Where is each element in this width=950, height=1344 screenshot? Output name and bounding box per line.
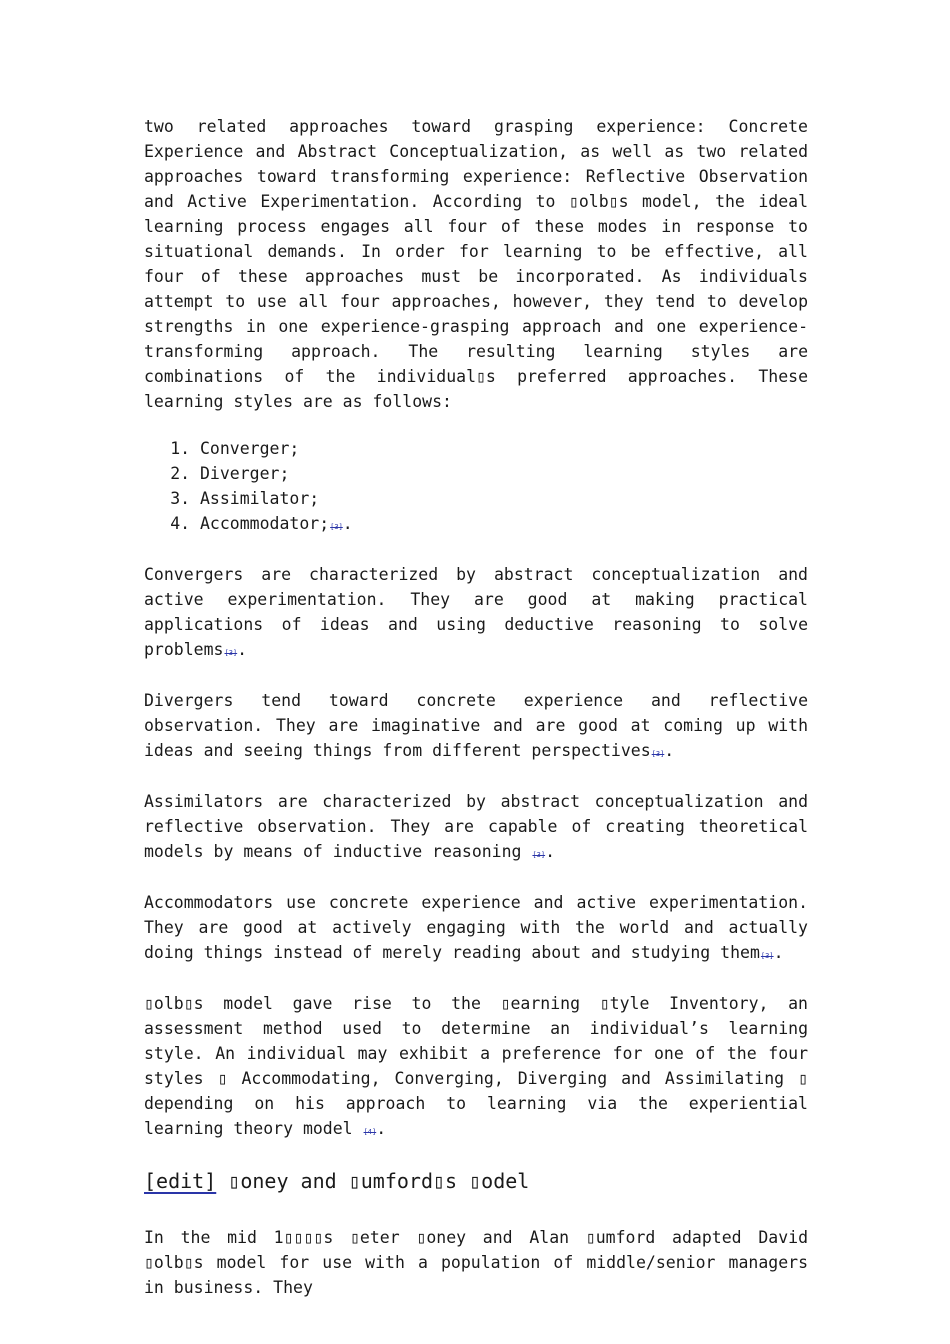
- paragraph-text: ▯olb▯s model gave rise to the ▯earning ▯tyle Inventory, an assessment method used to determine an individual’s learning style. An individual may exhibit a preference for one of the four styles ▯ Accommodating, Converging, Diverging and Assimilating ▯ depending on his approach to learning via the experiential learning theory model: [144, 994, 808, 1138]
- list-item: [200, 486, 808, 511]
- intro-paragraph: two related approaches toward grasping experience: Concrete Experience and Abstract Conceptualization, as well as two related approaches toward transforming experience: Reflective Observation and Active Experimentation. According to ▯olb▯s model, the ideal learning process engages all four of these modes in response to situational demands. In order for learning to be effective, all four of these approaches must be incorporated. As individuals attempt to use all four approaches, however, they tend to develop strengths in one experience-grasping approach and one experience-transforming approach. The resulting learning styles are combinations of the individual▯s preferred approaches. These learning styles are as follows:: [144, 117, 808, 411]
- divergers-paragraph: [144, 688, 808, 767]
- list-item-text: Accommodator;: [200, 514, 330, 533]
- citation-link[interactable]: [4]: [363, 1128, 377, 1136]
- accommodators-paragraph: [144, 890, 808, 969]
- list-item: [200, 436, 808, 461]
- paragraph-text: Accommodators use concrete experience and active experimentation. They are good at actively engaging with the world and actually doing things instead of merely reading about and studying them: [144, 893, 808, 962]
- paragraph-period: .: [376, 1119, 387, 1138]
- citation-link[interactable]: [3]: [760, 952, 774, 960]
- paragraph-period: .: [545, 842, 556, 861]
- list-item: [200, 461, 808, 486]
- section-title: ▯oney and ▯umford▯s ▯odel: [216, 1169, 530, 1193]
- section-heading: [144, 1167, 808, 1195]
- assimilators-paragraph: [144, 789, 808, 868]
- citation-link[interactable]: [3]: [651, 750, 665, 758]
- list-item: [200, 511, 808, 540]
- citation-link[interactable]: [3]: [532, 851, 546, 859]
- learning-styles-list: [144, 436, 808, 540]
- edit-section-link[interactable]: [edit]: [144, 1169, 217, 1193]
- list-item-text: Assimilator;: [200, 489, 320, 508]
- paragraph-text: Divergers tend toward concrete experience and reflective observation. They are imaginative and are good at coming up with ideas and seeing things from different perspectives: [144, 691, 808, 760]
- lsi-paragraph: [144, 991, 808, 1145]
- paragraph-period: .: [773, 943, 784, 962]
- article-body: [144, 114, 808, 1322]
- paragraph-period: .: [237, 640, 248, 659]
- honey-mumford-paragraph: In the mid 1▯▯▯▯s ▯eter ▯oney and Alan ▯umford adapted David ▯olb▯s model for use with a population of middle/senior managers in business. They: [144, 1228, 808, 1297]
- list-item-tail: .: [342, 514, 353, 533]
- list-item-text: Diverger;: [200, 464, 290, 483]
- citation-link[interactable]: [3]: [224, 649, 238, 657]
- citation-link[interactable]: [3]: [330, 523, 343, 531]
- paragraph-text: Convergers are characterized by abstract conceptualization and active experimentation. They are good at making practical applications of ideas and using deductive reasoning to solve problems: [144, 565, 808, 659]
- paragraph-text: Assimilators are characterized by abstract conceptualization and reflective observation. They are capable of creating theoretical models by means of inductive reasoning: [144, 792, 808, 861]
- convergers-paragraph: [144, 562, 808, 666]
- paragraph-period: .: [664, 741, 675, 760]
- list-item-text: Converger;: [200, 439, 300, 458]
